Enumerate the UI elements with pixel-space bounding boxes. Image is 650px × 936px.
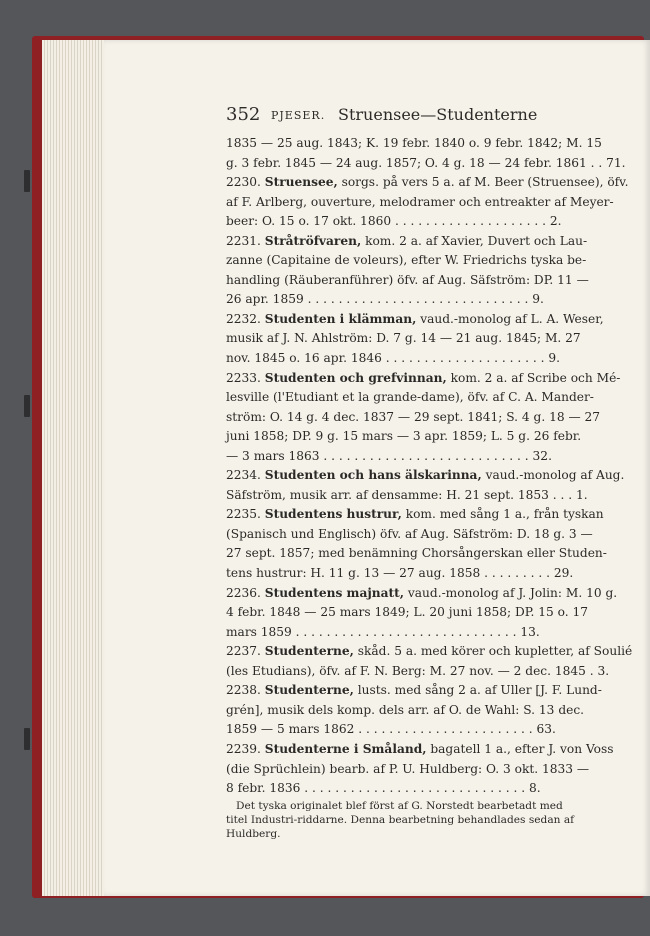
entry-line: 2232. Studenten i klämman, vaud.-monolog af L. A. Weser, — [226, 311, 604, 326]
entry-line: 2233. Studenten och grefvinnan, kom. 2 a. af Scribe och Mé- — [226, 370, 621, 385]
entry-line: 2235. Studentens hustrur, kom. med sång 1 a., från tyskan — [226, 507, 604, 522]
entry-line: handling (Räuberanführer) öfv. af Aug. Säfström: DP. 11 — — [226, 272, 589, 287]
entry-line: 26 apr. 1859 . . . . . . . . . . . . . . . . . . . . . . . . . . . . . 9. — [226, 292, 544, 307]
note-line: titel Industri-riddarne. Denna bearbetning behandlades sedan af — [226, 813, 575, 826]
entry-line: grén], musik dels komp. dels arr. af O. de Wahl: S. 13 dec. — [226, 702, 585, 717]
entry-line: 2239. Studenterne i Småland, bagatell 1 a., efter J. von Voss — [226, 741, 614, 756]
note-line: Huldberg. — [226, 827, 281, 840]
entry-line: beer: O. 15 o. 17 okt. 1860 . . . . . . . . . . . . . . . . . . . . 2. — [226, 214, 562, 229]
entry-line: (die Sprüchlein) bearb. af P. U. Huldberg: O. 3 okt. 1833 — — [226, 761, 590, 776]
entry-line: (Spanisch und Englisch) öfv. af Aug. Säfström: D. 18 g. 3 — — [226, 526, 593, 541]
entry-line: mars 1859 . . . . . . . . . . . . . . . . . . . . . . . . . . . . . 13. — [226, 624, 540, 639]
entry-line: zanne (Capitaine de voleurs), efter W. Friedrichs tyska be- — [226, 253, 587, 268]
entry-line: g. 3 febr. 1845 — 24 aug. 1857; O. 4 g. 18 — 24 febr. 1861 . . 71. — [226, 155, 626, 170]
entry-line: 2237. Studenterne, skåd. 5 a. med körer och kupletter, af Soulié — [226, 644, 633, 659]
binder-clip-top — [24, 170, 30, 192]
entry-line: 2236. Studentens majnatt, vaud.-monolog af J. Jolin: M. 10 g. — [226, 585, 618, 600]
entry-line: 2230. Struensee, sorgs. på vers 5 a. af M. Beer (Struensee), öfv. — [226, 175, 629, 190]
entry-line: nov. 1845 o. 16 apr. 1846 . . . . . . . . . . . . . . . . . . . . . 9. — [226, 351, 561, 366]
running-header — [226, 100, 626, 126]
entry-line: musik af J. N. Ahlström: D. 7 g. 14 — 21 aug. 1845; M. 27 — [226, 331, 581, 346]
entry-line: (les Etudians), öfv. af F. N. Berg: M. 27 nov. — 2 dec. 1845 . 3. — [226, 663, 610, 678]
footnote — [226, 799, 608, 841]
header-title: Struensee—Studenterne — [338, 105, 538, 124]
entry-line: juni 1858; DP. 9 g. 15 mars — 3 apr. 1859; L. 5 g. 26 febr. — [226, 429, 582, 444]
entry-line: 1859 — 5 mars 1862 . . . . . . . . . . . . . . . . . . . . . . . 63. — [226, 722, 556, 737]
note-line: Det tyska originalet blef först af G. Norstedt bearbetadt med — [236, 799, 563, 812]
entry-line: 2238. Studenterne, lusts. med sång 2 a. af Uller [J. F. Lund- — [226, 683, 602, 698]
entry-line: 2231. Stråtröfvaren, kom. 2 a. af Xavier, Duvert och Lau- — [226, 233, 588, 248]
entry-line: ström: O. 14 g. 4 dec. 1837 — 29 sept. 1841; S. 4 g. 18 — 27 — [226, 409, 601, 424]
entry-line: 8 febr. 1836 . . . . . . . . . . . . . . . . . . . . . . . . . . . . . 8. — [226, 781, 541, 796]
entry-line: lesville (l'Etudiant et la grande-dame), öfv. af C. A. Mander- — [226, 390, 594, 405]
header-author: PJESER. — [271, 109, 326, 122]
binder-clip-middle — [24, 395, 30, 417]
page-number: 352 — [226, 104, 261, 125]
entry-line: 2234. Studenten och hans älskarinna, vaud.-monolog af Aug. — [226, 468, 625, 483]
entry-line: 27 sept. 1857; med benämning Chorsångerskan eller Studen- — [226, 546, 607, 561]
catalog-entries — [226, 134, 633, 841]
entry-line: Säfström, musik arr. af densamme: H. 21 sept. 1853 . . . 1. — [226, 487, 588, 502]
entry-line: 1835 — 25 aug. 1843; K. 19 febr. 1840 o. 9 febr. 1842; M. 15 — [226, 136, 602, 150]
entry-line: af F. Arlberg, ouverture, melodramer och entreakter af Meyer- — [226, 194, 614, 209]
entry-line: — 3 mars 1863 . . . . . . . . . . . . . . . . . . . . . . . . . . . 32. — [226, 448, 552, 463]
entry-line: 4 febr. 1848 — 25 mars 1849; L. 20 juni 1858; DP. 15 o. 17 — [226, 605, 588, 620]
entry-line: tens hustrur: H. 11 g. 13 — 27 aug. 1858 . . . . . . . . . 29. — [226, 566, 574, 581]
binder-clip-bottom — [24, 728, 30, 750]
